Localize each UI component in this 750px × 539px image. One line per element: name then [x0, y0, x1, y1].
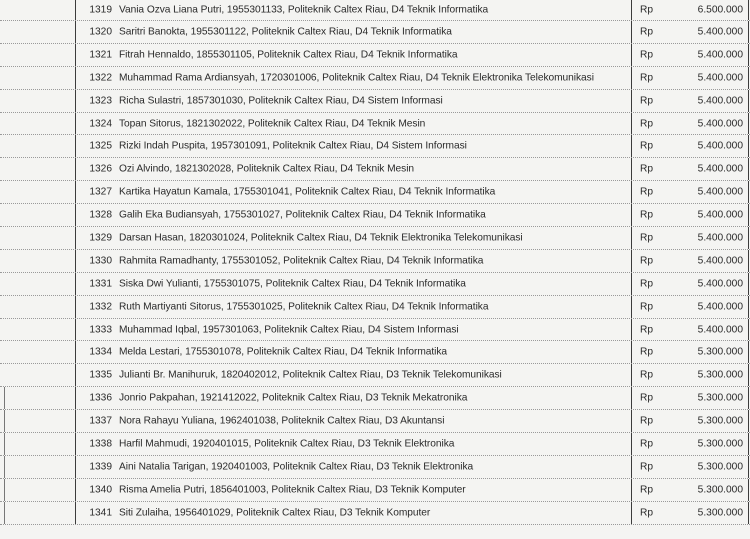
- recipient-description: Siska Dwi Yulianti, 1755301075, Politeknik Caltex Riau, D4 Teknik Informatika: [119, 278, 466, 290]
- table-row: [0, 341, 750, 364]
- currency-label: Rp: [640, 95, 654, 107]
- recipient-description: Ruth Martiyanti Sitorus, 1755301025, Politeknik Caltex Riau, D4 Teknik Informatika: [119, 301, 489, 313]
- amount-value: 5.300.000: [697, 438, 743, 450]
- column-rule: [75, 90, 76, 112]
- row-number: 1336: [89, 392, 112, 404]
- table-row: [0, 296, 750, 319]
- table-row: [0, 410, 750, 433]
- currency-label: Rp: [640, 72, 654, 84]
- currency-label: Rp: [640, 484, 654, 496]
- table-row: [0, 67, 750, 90]
- column-rule: [631, 479, 632, 501]
- table-row: [0, 319, 750, 342]
- margin-rule: [4, 502, 5, 524]
- column-rule: [748, 135, 749, 157]
- row-number: 1333: [89, 324, 112, 336]
- margin-rule: [4, 410, 5, 432]
- amount-value: 5.400.000: [697, 301, 743, 313]
- row-number: 1320: [89, 26, 112, 38]
- amount-value: 5.300.000: [697, 392, 743, 404]
- column-rule: [631, 158, 632, 180]
- recipient-description: Rizki Indah Puspita, 1957301091, Politeknik Caltex Riau, D4 Sistem Informasi: [119, 140, 467, 152]
- column-rule: [75, 204, 76, 226]
- column-rule: [75, 0, 76, 20]
- row-number: 1328: [89, 209, 112, 221]
- column-rule: [75, 387, 76, 409]
- recipient-description: Muhammad Iqbal, 1957301063, Politeknik Caltex Riau, D4 Sistem Informasi: [119, 324, 459, 336]
- currency-label: Rp: [640, 507, 654, 519]
- amount-value: 5.400.000: [697, 26, 743, 38]
- currency-label: Rp: [640, 278, 654, 290]
- row-number: 1335: [89, 369, 112, 381]
- recipient-description: Fitrah Hennaldo, 1855301105, Politeknik Caltex Riau, D4 Teknik Informatika: [119, 49, 458, 61]
- column-rule: [631, 410, 632, 432]
- currency-label: Rp: [640, 415, 654, 427]
- column-rule: [75, 181, 76, 203]
- amount-value: 5.400.000: [697, 49, 743, 61]
- column-rule: [75, 456, 76, 478]
- amount-value: 5.400.000: [697, 140, 743, 152]
- column-rule: [748, 0, 749, 20]
- amount-value: 5.400.000: [697, 95, 743, 107]
- row-number: 1322: [89, 72, 112, 84]
- column-rule: [748, 113, 749, 135]
- currency-label: Rp: [640, 140, 654, 152]
- table-row: [0, 135, 750, 158]
- table-row: [0, 113, 750, 136]
- recipient-description: Darsan Hasan, 1820301024, Politeknik Caltex Riau, D4 Teknik Elektronika Telekomunikasi: [119, 232, 523, 244]
- amount-value: 5.400.000: [697, 278, 743, 290]
- column-rule: [75, 135, 76, 157]
- table-row: [0, 227, 750, 250]
- column-rule: [748, 90, 749, 112]
- table-row: [0, 0, 750, 21]
- column-rule: [631, 90, 632, 112]
- table-row: [0, 204, 750, 227]
- recipient-description: Ozi Alvindo, 1821302028, Politeknik Caltex Riau, D4 Teknik Mesin: [119, 163, 415, 175]
- row-number: 1321: [89, 49, 112, 61]
- margin-rule: [4, 456, 5, 478]
- margin-rule: [4, 479, 5, 501]
- column-rule: [631, 204, 632, 226]
- column-rule: [75, 319, 76, 341]
- column-rule: [631, 67, 632, 89]
- table-row: [0, 158, 750, 181]
- column-rule: [75, 296, 76, 318]
- currency-label: Rp: [640, 49, 654, 61]
- column-rule: [748, 204, 749, 226]
- currency-label: Rp: [640, 26, 654, 38]
- currency-label: Rp: [640, 346, 654, 358]
- column-rule: [75, 273, 76, 295]
- column-rule: [748, 341, 749, 363]
- currency-label: Rp: [640, 163, 654, 175]
- amount-value: 5.400.000: [697, 255, 743, 267]
- table-row: [0, 364, 750, 387]
- table-row: [0, 433, 750, 456]
- currency-label: Rp: [640, 209, 654, 221]
- column-rule: [748, 44, 749, 66]
- row-number: 1337: [89, 415, 112, 427]
- currency-label: Rp: [640, 255, 654, 267]
- column-rule: [75, 364, 76, 386]
- recipient-description: Melda Lestari, 1755301078, Politeknik Caltex Riau, D4 Teknik Informatika: [119, 346, 448, 358]
- row-number: 1330: [89, 255, 112, 267]
- column-rule: [748, 456, 749, 478]
- amount-value: 6.500.000: [697, 4, 743, 16]
- column-rule: [748, 158, 749, 180]
- row-number: 1332: [89, 301, 112, 313]
- column-rule: [631, 319, 632, 341]
- row-number: 1324: [89, 118, 112, 129]
- column-rule: [75, 113, 76, 135]
- amount-value: 5.300.000: [697, 369, 743, 381]
- currency-label: Rp: [640, 461, 654, 473]
- column-rule: [748, 21, 749, 43]
- column-rule: [748, 502, 749, 524]
- column-rule: [631, 113, 632, 135]
- margin-rule: [4, 387, 5, 409]
- column-rule: [75, 433, 76, 455]
- table-row: [0, 181, 750, 204]
- amount-value: 5.400.000: [697, 118, 743, 129]
- amount-value: 5.400.000: [697, 163, 743, 175]
- column-rule: [748, 319, 749, 341]
- table-row: [0, 250, 750, 273]
- recipient-description: Siti Zulaiha, 1956401029, Politeknik Caltex Riau, D3 Teknik Komputer: [119, 507, 431, 519]
- recipient-description: Risma Amelia Putri, 1856401003, Politeknik Caltex Riau, D3 Teknik Komputer: [119, 484, 466, 496]
- amount-value: 5.400.000: [697, 232, 743, 244]
- column-rule: [631, 456, 632, 478]
- row-number: 1341: [89, 507, 112, 519]
- column-rule: [75, 44, 76, 66]
- row-number: 1340: [89, 484, 112, 496]
- recipient-description: Aini Natalia Tarigan, 1920401003, Politeknik Caltex Riau, D3 Teknik Elektronika: [119, 461, 474, 473]
- column-rule: [748, 181, 749, 203]
- column-rule: [631, 433, 632, 455]
- column-rule: [748, 364, 749, 386]
- recipient-description: Galih Eka Budiansyah, 1755301027, Politeknik Caltex Riau, D4 Teknik Informatika: [119, 209, 486, 221]
- column-rule: [631, 250, 632, 272]
- column-rule: [631, 502, 632, 524]
- amount-value: 5.300.000: [697, 507, 743, 519]
- row-number: 1319: [89, 4, 112, 16]
- column-rule: [748, 479, 749, 501]
- row-number: 1326: [89, 163, 112, 175]
- recipient-description: Kartika Hayatun Kamala, 1755301041, Politeknik Caltex Riau, D4 Teknik Informatika: [119, 186, 496, 198]
- table-row: [0, 21, 750, 44]
- currency-label: Rp: [640, 324, 654, 336]
- amount-value: 5.400.000: [697, 324, 743, 336]
- recipient-description: Saritri Banokta, 1955301122, Politeknik Caltex Riau, D4 Teknik Informatika: [119, 26, 452, 38]
- column-rule: [631, 135, 632, 157]
- column-rule: [75, 341, 76, 363]
- column-rule: [75, 21, 76, 43]
- column-rule: [75, 479, 76, 501]
- row-number: 1334: [89, 346, 112, 358]
- margin-rule: [4, 433, 5, 455]
- amount-value: 5.300.000: [697, 415, 743, 427]
- row-number: 1339: [89, 461, 112, 473]
- column-rule: [631, 273, 632, 295]
- currency-label: Rp: [640, 118, 654, 129]
- currency-label: Rp: [640, 392, 654, 404]
- currency-label: Rp: [640, 301, 654, 313]
- column-rule: [748, 296, 749, 318]
- table-row: [0, 90, 750, 113]
- column-rule: [75, 502, 76, 524]
- column-rule: [631, 181, 632, 203]
- column-rule: [75, 158, 76, 180]
- column-rule: [631, 341, 632, 363]
- amount-value: 5.400.000: [697, 209, 743, 221]
- table-row: [0, 44, 750, 67]
- column-rule: [748, 273, 749, 295]
- recipient-description: Topan Sitorus, 1821302022, Politeknik Caltex Riau, D4 Teknik Mesin: [119, 118, 426, 129]
- column-rule: [75, 410, 76, 432]
- column-rule: [748, 250, 749, 272]
- row-number: 1329: [89, 232, 112, 244]
- recipient-description: Nora Rahayu Yuliana, 1962401038, Politeknik Caltex Riau, D3 Akuntansi: [119, 415, 445, 427]
- column-rule: [75, 227, 76, 249]
- row-number: 1338: [89, 438, 112, 450]
- column-rule: [631, 387, 632, 409]
- currency-label: Rp: [640, 232, 654, 244]
- amount-value: 5.300.000: [697, 461, 743, 473]
- row-number: 1325: [89, 140, 112, 152]
- amount-value: 5.300.000: [697, 346, 743, 358]
- column-rule: [748, 67, 749, 89]
- currency-label: Rp: [640, 438, 654, 450]
- column-rule: [748, 387, 749, 409]
- currency-label: Rp: [640, 369, 654, 381]
- table-row: [0, 387, 750, 410]
- column-rule: [631, 227, 632, 249]
- recipient-description: Vania Ozva Liana Putri, 1955301133, Politeknik Caltex Riau, D4 Teknik Informatika: [119, 4, 489, 16]
- column-rule: [631, 21, 632, 43]
- recipient-description: Jonrio Pakpahan, 1921412022, Politeknik Caltex Riau, D3 Teknik Mekatronika: [119, 392, 468, 404]
- table-row: [0, 273, 750, 296]
- column-rule: [75, 250, 76, 272]
- table-row: [0, 502, 750, 525]
- column-rule: [631, 296, 632, 318]
- row-number: 1327: [89, 186, 112, 198]
- recipient-description: Harfil Mahmudi, 1920401015, Politeknik Caltex Riau, D3 Teknik Elektronika: [119, 438, 455, 450]
- currency-label: Rp: [640, 186, 654, 198]
- column-rule: [748, 433, 749, 455]
- recipient-description: Richa Sulastri, 1857301030, Politeknik Caltex Riau, D4 Sistem Informasi: [119, 95, 443, 107]
- amount-value: 5.400.000: [697, 72, 743, 84]
- amount-value: 5.400.000: [697, 186, 743, 198]
- column-rule: [748, 410, 749, 432]
- column-rule: [631, 44, 632, 66]
- row-number: 1323: [89, 95, 112, 107]
- recipient-description: Julianti Br. Manihuruk, 1820402012, Politeknik Caltex Riau, D3 Teknik Telekomunikasi: [119, 369, 502, 381]
- recipient-description: Rahmita Ramadhanty, 1755301052, Politeknik Caltex Riau, D4 Teknik Informatika: [119, 255, 484, 267]
- column-rule: [631, 0, 632, 20]
- column-rule: [631, 364, 632, 386]
- currency-label: Rp: [640, 4, 654, 16]
- table-row: [0, 479, 750, 502]
- column-rule: [748, 227, 749, 249]
- column-rule: [75, 67, 76, 89]
- amount-value: 5.300.000: [697, 484, 743, 496]
- recipient-description: Muhammad Rama Ardiansyah, 1720301006, Politeknik Caltex Riau, D4 Teknik Elektronika Telekomunikasi: [119, 72, 594, 84]
- row-number: 1331: [89, 278, 112, 290]
- table-row: [0, 456, 750, 479]
